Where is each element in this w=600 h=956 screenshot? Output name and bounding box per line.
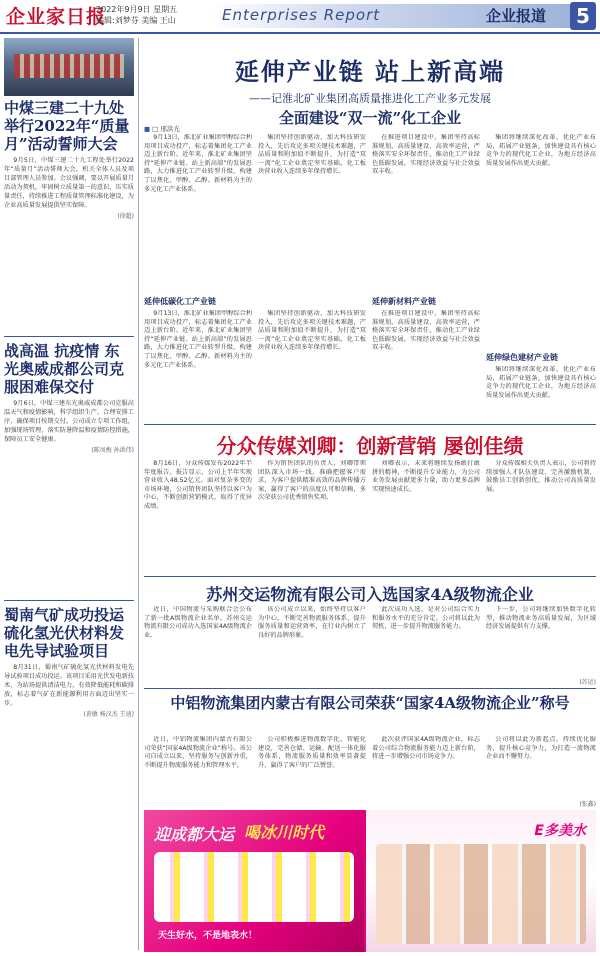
section-title: 企业报道	[486, 7, 547, 25]
page-number: 5	[570, 2, 596, 30]
ad-people-image	[376, 844, 586, 944]
left-article-1-body: 9月5日，中煤三建二十九工程处举行2022年“质量月”活动誓师大会，机关全体人员及项目部管理人员参加。会议强调，要以开展质量月活动为契机，牢固树立质量第一的意识，压实质量责任，持续推进工程质量管理标准化建设，为企业高质量发展提供坚实保障。	[4, 157, 134, 209]
ad-brand: E多美水	[534, 823, 586, 839]
section2-col-3: 刘卿表示，未来将继续发扬敢打敢拼的精神，不断提升专业能力，为公司业务发展贡献更多力量，助力更多品牌实现快速成长。	[372, 460, 480, 493]
issue-date: 2022年9月9日 星期五	[96, 5, 178, 14]
section-divider	[144, 424, 596, 425]
left-article-2	[4, 342, 134, 454]
section3-author: (苏运)	[579, 679, 596, 686]
section4-col-3: 此次获评国家4A级物流企业，标志着公司综合物流服务能力迈上新台阶，将进一步增强公司市场竞争力。	[372, 736, 480, 761]
newspaper-logo: 企业家日报	[6, 6, 107, 28]
left-article-3-body: 8月31日，蜀南气矿硫化氢光伏材料发电先导试验项目成功投运。该项目采用光伏发电新技术，为站场提供清洁电力，有效降低能耗和碳排放，标志着气矿在新能源利用方面迈出坚实一步。	[4, 664, 134, 707]
section3-col-4: 下一步，公司将继续加快数字化转型，推动物流业务高质量发展，为区域经济发展提供有力支撑。	[486, 606, 596, 631]
section2-col-1: 8月16日，分众传媒发布2022年半年度报告。报告显示，公司上半年实现营业收入48.52亿元。面对复杂多变的市场环境，公司销售团队坚持以客户为中心，不断创新营销模式，取得了优异成绩。	[144, 460, 252, 510]
lead-title: 延伸产业链 站上新高端	[234, 57, 506, 86]
left-divider	[4, 336, 134, 337]
lead-col-3: 在推进项目建设中，集团坚持高标准规划、高质量建设、高效率运营，严格落实安全环保责任，推动化工产业绿色低碳发展，实现经济效益与社会效益双丰收。	[372, 134, 480, 176]
section4-col-2: 公司积极推进物流数字化、智能化建设，完善仓储、运输、配送一体化服务体系，物流服务质量和效率显著提升，赢得了客户的广泛赞誉。	[258, 736, 366, 769]
lead-byline: ■ □ 邢洪光	[144, 124, 180, 133]
masthead-rule	[0, 32, 600, 34]
left-article-3-title: 蜀南气矿成功投运硫化氢光伏材料发电先导试验项目	[4, 606, 125, 660]
left-article-3-author: (黄敏 杨汉杰 王迪)	[83, 711, 134, 718]
left-divider	[4, 600, 134, 601]
section4-author: (张鑫)	[579, 801, 596, 808]
left-article-1	[4, 38, 134, 220]
article-photo	[4, 38, 134, 96]
section3-col-1: 近日，中国物流与采购联合会公布了新一批A级物流企业名单，苏州交运物流有限公司成功入选国家4A级物流企业。	[144, 606, 252, 639]
section-divider	[144, 688, 596, 689]
section2-col-4: 分众传媒相关负责人表示，公司将持续加强人才队伍建设，完善激励机制，鼓励员工创新创优，推动公司高质量发展。	[486, 460, 596, 493]
lead-col-1b: 9月13日，淮北矿业集团甲醇综合利用项目成功投产，标志着集团化工产业迈上新台阶。近年来，淮北矿业集团坚持“延伸产业链、站上新高端”的发展思路，大力推进化工产业转型升级，构建了以焦化、甲醇、乙醇、新材料为主的多元化工产业体系。	[144, 310, 252, 369]
ad-left-panel	[144, 810, 364, 952]
left-article-3	[4, 606, 134, 718]
left-article-2-author: (陈凤梅 孙洪伟)	[91, 447, 134, 454]
lead-col-4: 集团将继续深化改革，优化产业布局，拓展产业链条，加快建设具有核心竞争力的现代化工企业，为地方经济高质量发展作出更大贡献。	[486, 134, 596, 167]
section3-col-3: 此次成功入选，是对公司综合实力和服务水平的充分肯定。公司将以此为契机，进一步提升物流服务能力。	[372, 606, 480, 631]
section4-title: 中铝物流集团内蒙古有限公司荣获“国家4A级物流企业”称号	[170, 694, 570, 712]
ad-slogan-right: 喝冰川时代	[244, 823, 325, 842]
ad-tagline: 天生好水，不是地表水！	[158, 931, 258, 941]
left-article-1-author: (徐超)	[117, 213, 134, 220]
section-english-title: Enterprises Report	[222, 6, 381, 24]
section-divider	[144, 576, 596, 577]
column-separator	[138, 38, 139, 950]
issue-meta	[96, 4, 177, 26]
lead-col-4b: 集团将继续深化改革，优化产业布局，拓展产业链条，加快建设具有核心竞争力的现代化工企业，为地方经济高质量发展作出更大贡献。	[486, 366, 596, 399]
masthead	[0, 0, 600, 34]
lead-headline-block	[144, 52, 596, 128]
lead-col-1: 9月13日，淮北矿业集团甲醇综合利用项目成功投产，标志着集团化工产业迈上新台阶。近年来，淮北矿业集团坚持“延伸产业链、站上新高端”的发展思路，大力推进化工产业转型升级，构建了以焦化、甲醇、乙醇、新材料为主的多元化工产业体系。	[144, 134, 252, 193]
left-article-2-title: 战高温 抗疫情 东光奥威成都公司克服困难保交付	[4, 342, 125, 396]
section3-title: 苏州交运物流有限公司入选国家4A级物流企业	[206, 585, 534, 604]
ad-slogan-left: 迎成都大运	[154, 825, 235, 844]
lead-col-2b: 集团坚持创新驱动，加大科技研发投入，先后攻克多项关键技术难题，产品质量和附加值不断提升，为打造“双一流”化工企业奠定坚实基础。化工板块营业收入连续多年保持增长。	[258, 310, 366, 352]
section4-col-1: 近日，中铝物流集团内蒙古有限公司荣获“国家4A级物流企业”称号。该公司自成立以来，坚持服务与创新并重，不断提升物流服务能力和管理水平。	[144, 736, 252, 769]
left-article-2-body: 9月6日，中煤三建东光奥威成都公司克服高温天气和疫情影响，科学组织生产，合理安排工序，确保项目按期交付。公司成立专项工作组，加强现场管理，落实防暑降温和疫情防控措施，保障员工安全健康。	[4, 400, 134, 443]
lead-subtitle: ——记淮北矿业集团高质量推进化工产业多元发展	[249, 92, 491, 105]
section2-title: 分众传媒刘卿：创新营销 屡创佳绩	[216, 434, 524, 458]
lead-col-2: 集团坚持创新驱动，加大科技研发投入，先后攻克多项关键技术难题，产品质量和附加值不断提升，为打造“双一流”化工企业奠定坚实基础。化工板块营业收入连续多年保持增长。	[258, 134, 366, 176]
issue-editors: 编辑:刘梦芬 美编 王山	[96, 16, 176, 25]
lead-subhead-1: 延伸低碳化工产业链	[144, 297, 216, 306]
ad-bottles-image	[154, 852, 354, 922]
section3-col-2: 该公司成立以来，始终坚持以客户为中心，不断完善物流服务体系，提升服务质量和运营效率，在行业内树立了良好的品牌形象。	[258, 606, 366, 639]
lead-col-3b: 在推进项目建设中，集团坚持高标准规划、高质量建设、高效率运营，严格落实安全环保责任，推动化工产业绿色低碳发展，实现经济效益与社会效益双丰收。	[372, 310, 480, 352]
lead-subhead-2: 延伸新材料产业链	[372, 297, 436, 306]
lead-subtitle-2: 全面建设“双一流”化工企业	[278, 109, 462, 127]
left-column	[4, 38, 134, 950]
section2-col-2: 作为销售团队的负责人，刘卿带领团队深入市场一线，准确把握客户需求，为客户提供精准高效的品牌传播方案，赢得了客户的高度认可和信赖，多次荣获公司优秀销售奖项。	[258, 460, 366, 502]
lead-subhead-3: 延伸绿色建材产业链	[486, 353, 558, 362]
ad-right-panel	[366, 810, 596, 952]
advertisement[interactable]	[144, 810, 596, 952]
section4-col-4: 公司将以此为新起点，持续优化服务，提升核心竞争力，为打造一流物流企业而不懈努力。	[486, 736, 596, 761]
left-article-1-title: 中煤三建二十九处举行2022年“质量月”活动誓师大会	[4, 99, 130, 153]
